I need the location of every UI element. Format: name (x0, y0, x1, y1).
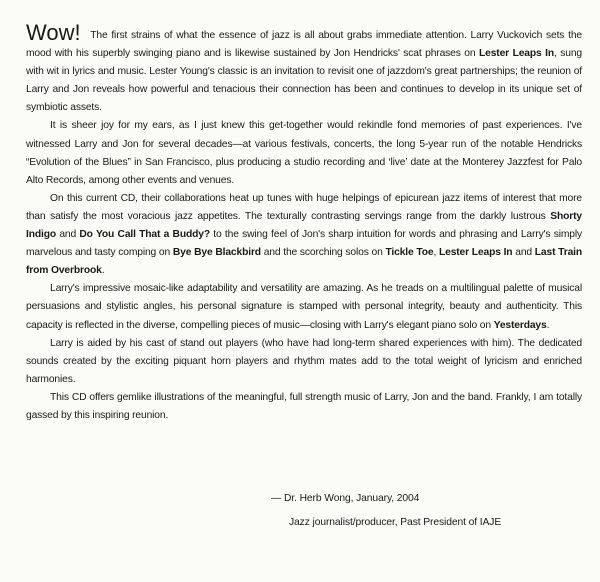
paragraph-3 (26, 190, 582, 280)
text-segment: . (101, 265, 105, 277)
wow-lead: Wow! (26, 20, 81, 45)
song-title: Bye Bye Blackbird (172, 247, 261, 259)
text-segment: On this current CD, their collaborations heat up tunes with huge helpings of epicurean jazz items of interest that more than satisfy the most voracious jazz appetites. The texturally contrasting servings range from the darkly lustrous (26, 192, 582, 222)
song-title: Shorty Indigo (26, 210, 582, 241)
song-title: Last Train from Overbrook (26, 247, 583, 277)
text-segment: , (433, 247, 439, 259)
song-title: Lester Leaps In (479, 48, 554, 60)
text-segment: This CD offers gemlike illustrations of the meaningful, full strength music of Larry, Jon and the band. Frankly, I am totally gassed by this inspiring reunion. (26, 391, 582, 421)
text-segment: It is sheer joy for my ears, as I just knew this get-together would rekindle fond memories of past experiences. I've witnessed Larry and Jon for several decades—at various festivals, concerts, the long 5-year run of the notable Hendricks “Evolution of the Blues” in San Francisco, plus producing a studio recording and ‘live’ date at the Monterey Jazzfest for Palo Alto Records, among other events and venues. (26, 120, 582, 186)
text-segment: The first strains of what the essence of jazz is all about grabs immediate attention. Larry Vuckovich sets the mood with his superbly swinging piano and is likewise sustained by Jon Hendricks' scat phrases on (26, 30, 582, 60)
paragraph-1 (26, 22, 582, 117)
text-segment: , sung with wit in lyrics and music. Lester Young's classic is an invitation to revisit one of jazzdom's great partnerships; the reunion of Larry and Jon reveals how powerful and tenacious their connection has been and continues to develop in its unique set of symbiotic assets. (26, 48, 582, 114)
text-segment: . (546, 319, 550, 331)
text-segment: and (55, 229, 80, 241)
paragraph-2 (26, 117, 582, 189)
text-segment: Larry's impressive mosaic-like adaptability and versatility are amazing. As he treads on a multilingual palette of musical persuasions and stylistic angles, his personal signature is stamped with personal integrity, beauty and authenticity. This capacity is reflected in the diverse, compelling pieces of music—closing with Larry's elegant piano solo on (26, 283, 582, 331)
paragraph-5 (26, 335, 582, 389)
text-segment: Larry is aided by his cast of stand out players (who have had long-term shared experiences with him). The dedicated sounds created by the exciting piquant horn players and rhythm mates add to the total weight of lyricism and enriched harmonies. (26, 337, 582, 385)
signature-author: — Dr. Herb Wong, January, 2004 (271, 493, 420, 504)
song-title: Lester Leaps In (438, 247, 513, 259)
song-title: Yesterdays (493, 319, 547, 331)
song-title: Do You Call That a Buddy? (79, 229, 210, 241)
text-segment: and the scorching solos on (260, 247, 386, 259)
paragraph-6 (26, 389, 582, 425)
song-title: Tickle Toe (385, 247, 434, 259)
text-segment: to the swing feel of Jon's sharp intuition for words and phrasing and Larry's simply marvelous and tasty comping on (26, 229, 582, 259)
signature-title: Jazz journalist/producer, Past President of IAJE (289, 517, 502, 528)
liner-notes-body (26, 22, 582, 425)
signature-block (271, 490, 501, 532)
paragraph-4 (26, 280, 582, 334)
text-segment: and (512, 247, 535, 259)
